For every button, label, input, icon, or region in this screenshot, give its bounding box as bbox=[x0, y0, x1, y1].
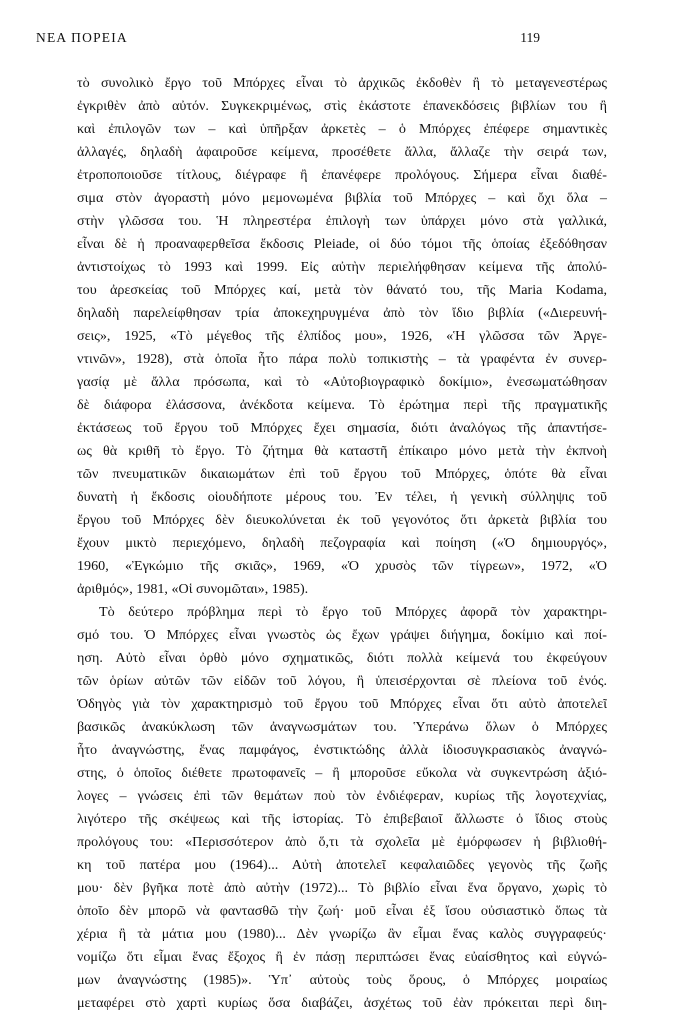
text-line: ἀλλαγές, δηλαδὴ ἀφαιροῦσε κείμενα, προσέθετε ἄλλα, ἄλλαζε τὴν σειρά των, bbox=[77, 144, 607, 160]
text-line: σεις», 1925, «Τὸ μέγεθος τῆς ἐλπίδος μου», 1926, «Ἡ γλῶσσα τῶν Ἀργε- bbox=[77, 328, 607, 344]
text-line: γασίᾳ μὲ ἄλλα πρόσωπα, καὶ τὸ «Αὐτοβιογραφικὸ δοκίμιο», ἐνεσωματώθησαν bbox=[77, 374, 607, 390]
text-line: καὶ ἐπιλογῶν των – καὶ ὑπῆρξαν ἀρκετὲς – ὁ Μπόρχες ἐπέφερε σημαντικὲς bbox=[77, 121, 607, 137]
text-line: δὲ διάφορα ἐλάσσονα, ἀνέκδοτα κείμενα. Τὸ ἐρώτημα περὶ τῆς πραγματικῆς bbox=[77, 397, 607, 413]
text-line: τῶν ὁρίων αὐτῶν τῶν εἰδῶν τοῦ λόγου, ἢ ὑπεισέρχονται σὲ πλείονα τοῦ ἑνός. bbox=[77, 673, 607, 689]
text-line: 1960, «Ἐγκώμιο τῆς σκιᾶς», 1969, «Ὁ χρυσὸς τῶν τίγρεων», 1972, «Ὁ bbox=[77, 558, 607, 574]
text-line: χέρια ἢ τὰ μάτια μου (1980)... Δὲν γνωρίζω ἂν εἶμαι ἕνας καλὸς συγγραφεύς· bbox=[77, 926, 607, 942]
running-head bbox=[36, 30, 540, 50]
text-line: ἔχουν μικτὸ περιεχόμενο, δηλαδὴ πεζογραφία καὶ ποίηση («Ὁ δημιουργός», bbox=[77, 535, 607, 551]
text-line: Ὁδηγὸς γιὰ τὸν χαρακτηρισμὸ τοῦ ἔργου τοῦ Μπόρχες εἶναι ὅτι αὐτὸ ἀποτελεῖ bbox=[77, 696, 607, 712]
text-line: ηση. Αὐτὸ εἶναι ὀρθὸ μόνο σχηματικῶς, διότι πολλὰ κείμενά του ἐκφεύγουν bbox=[77, 650, 607, 666]
text-line: ἐκτάσεως τοῦ ἔργου τοῦ Μπόρχες ἔχει σημασία, διότι ἀναλόγως τῆς ἀπαντήσε- bbox=[77, 420, 607, 436]
text-line: σμό του. Ὁ Μπόρχες εἶναι γνωστὸς ὡς ἔχων γράψει διήγημα, δοκίμιο καὶ ποί- bbox=[77, 627, 607, 643]
text-line: του ἀρεσκείας τοῦ Μπόρχες καί, μετὰ τὸν θάνατό του, τῆς Maria Kodama, bbox=[77, 282, 607, 298]
paragraph bbox=[77, 601, 607, 1015]
text-line: ως θὰ κριθῆ τὸ ἔργο. Τὸ ζήτημα θὰ καταστῆ ἐπίκαιρο μόνο μετὰ τὴν ἐκπνοὴ bbox=[77, 443, 607, 459]
text-line: ὁποῖο δὲν μπορῶ νὰ φαντασθῶ τὴν ζωή· μοῦ εἶναι ἐξ ἴσου οὐσιαστικὸ ὅπως τὰ bbox=[77, 903, 607, 919]
text-line: ντινῶν», 1928), στὰ ὁποῖα ἦτο πάρα πολὺ τοπικιστὴς – τὰ γραφέντα ἐν συνερ- bbox=[77, 351, 607, 367]
text-line: τὸ συνολικὸ ἔργο τοῦ Μπόρχες εἶναι τὸ ἀρχικῶς ἐκδοθὲν ἢ τὸ μεταγενεστέρως bbox=[77, 75, 607, 91]
text-line: δυνατὴ ἡ ἔκδοσις οἱουδήποτε μέρους του. Ἐν τέλει, ἡ γενικὴ σύλληψις τοῦ bbox=[77, 489, 607, 505]
text-line: μεταφέρει στὸ χαρτὶ κυρίως ὅσα διαβάζει, ἀσχέτως τοῦ ἐὰν πρόκειται περὶ διη- bbox=[77, 995, 607, 1011]
text-line: εἶναι δὲ ἡ προαναφερθεῖσα ἔκδοσις Pleiade, οἱ δύο τόμοι τῆς ὁποίας ἐξεδόθησαν bbox=[77, 236, 607, 252]
text-line: ἀντιστοίχως τὸ 1993 καὶ 1999. Εἰς αὐτὴν περιελήφθησαν κείμενα τῆς ἀπολύ- bbox=[77, 259, 607, 275]
text-line: λιγότερο τῆς σκέψεως καὶ τῆς ἱστορίας. Τὸ ἐπιβεβαιοῖ ἄλλωστε ὁ ἴδιος στοὺς bbox=[77, 811, 607, 827]
paragraph bbox=[77, 72, 607, 601]
text-line: σιμα στὸν ἀγοραστὴ μόνο μεμονωμένα βιβλία τοῦ Μπόρχες – καὶ ὄχι ὅλα – bbox=[77, 190, 607, 206]
text-line: λογες – γνώσεις ἐπὶ τῶν θεμάτων ποὺ τὸν ἐνδιέφεραν, κυρίως τῆς λογοτεχνίας, bbox=[77, 788, 607, 804]
text-line: στὴν γλῶσσα του. Ἡ πληρεστέρα ἐπιλογὴ των ὑπάρχει μόνο στὰ γαλλικά, bbox=[77, 213, 607, 229]
text-line: ἔργου τοῦ Μπόρχες δὲν διευκολύνεται ἐκ τοῦ γεγονότος ὅτι ἀρκετὰ βιβλία του bbox=[77, 512, 607, 528]
text-line: μου· δὲν βγῆκα ποτὲ ἀπὸ αὐτὴν (1972)... Τὸ βιβλίο εἶναι ἕνα ὄργανο, χωρὶς τὸ bbox=[77, 880, 607, 896]
text-line: νομίζω ὅτι εἶμαι ἕνας ἔξοχος ἢ ἐν πάσῃ περιπτώσει ἕνας εὐαίσθητος καὶ εὐγνώ- bbox=[77, 949, 607, 965]
text-line: ἐτροποποιοῦσε τίτλους, διέγραφε ἢ ἐπανέφερε προλόγους. Σήμερα εἶναι διαθέ- bbox=[77, 167, 607, 183]
text-line: μων ἀναγνώστης (1985)». Ὑπ᾽ αὐτοὺς τοὺς ὅρους, ὁ Μπόρχες μοιραίως bbox=[77, 972, 607, 988]
text-line: ἀριθμός», 1981, «Οἱ συνομῶται», 1985). bbox=[77, 581, 309, 597]
text-line: τῶν πνευματικῶν δικαιωμάτων ἐπὶ τοῦ ἔργου τοῦ Μπόρχες, ὁπότε θὰ εἶναι bbox=[77, 466, 607, 482]
page-number: 119 bbox=[520, 30, 540, 45]
text-line: κη τοῦ πατέρα μου (1964)... Αὐτὴ ἀποτελεῖ κεφαλαιῶδες γεγονὸς τῆς ζωῆς bbox=[77, 857, 607, 873]
body-text bbox=[77, 72, 607, 1015]
text-line: ἐγκριθὲν ἀπὸ αὐτόν. Συγκεκριμένως, στὶς ἑκάστοτε ἐπανεκδόσεις βιβλίων του ἢ bbox=[77, 98, 607, 114]
text-line: προλόγους του: «Περισσότερον ἀπὸ ὅ,τι τὰ σχολεῖα μὲ ἐμόρφωσεν ἡ βιβλιοθή- bbox=[77, 834, 607, 850]
running-head-title: ΝΕΑ ΠΟΡΕΙΑ bbox=[36, 30, 128, 45]
text-line: Τὸ δεύτερο πρόβλημα περὶ τὸ ἔργο τοῦ Μπόρχες ἀφορᾶ τὸν χαρακτηρι- bbox=[99, 604, 607, 620]
text-line: στης, ὁ ὁποῖος διέθετε πρωτοφανεῖς – ἢ μποροῦσε εὔκολα νὰ συγκεντρώση ἀξιό- bbox=[77, 765, 607, 781]
text-line: ἦτο ἀναγνώστης, ἕνας παμφάγος, ἐνστικτώδης ἀλλὰ ἰδιοσυγκρασιακὸς ἀναγνώ- bbox=[77, 742, 607, 758]
text-line: βασικῶς ἀνακύκλωση τῶν ἀναγνωσμάτων του. Ὑπεράνω ὅλων ὁ Μπόρχες bbox=[77, 719, 607, 735]
text-line: δηλαδὴ παρελείφθησαν τρία ἀποκεχηρυγμένα ἀπὸ τὸν ἴδιο βιβλία («Διερευνή- bbox=[77, 305, 607, 321]
